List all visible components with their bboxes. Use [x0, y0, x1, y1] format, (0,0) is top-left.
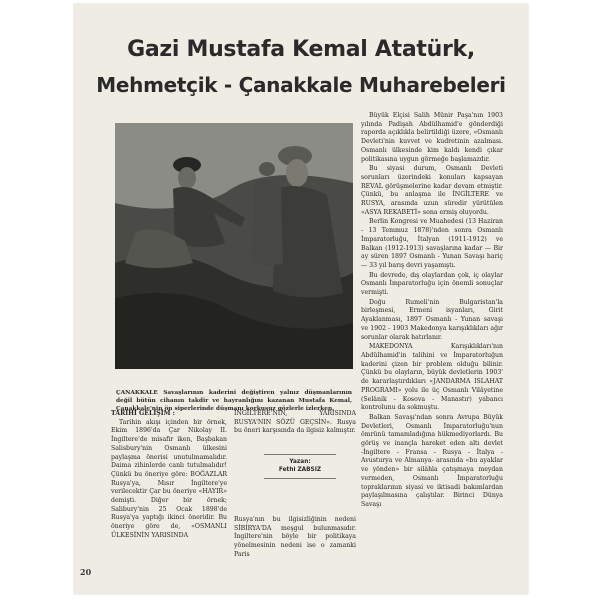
page-subtitle: Mehmetçik - Çanakkale Muharebeleri: [96, 73, 506, 97]
right-paragraph: Doğu Rumeli'nin Bulgaristan'la birleşmesi, Ermeni isyanları, Girit Ayaklanması, 1897 Osmanlı - Yunan savaşı ve 1902 - 1903 Makedonya karışıklıkları ağır sorunlar olarak hatırlanır.: [361, 298, 503, 341]
mid-section-body-2: Rusya'nın bu ilgisizliğinin nedeni SİBİRYA'DA meşgul bulunmasıdır. İngiltere'nin böyle bir politikaya yönelmesinin nedeni ise o zamanki Paris: [234, 516, 356, 558]
caption-lead: ÇANAKKALE: [116, 390, 158, 396]
caption-body: Savaşlarının kaderini değiştiren yalnız düşmanlarının değil bütün cihanın takdir ve hayranlığını kazanan Mustafa Kemal, Çanakkale'nin ön siperlerinde düşmanı korkusuz gözlerle izlerken.: [116, 390, 352, 412]
right-paragraph: Bu devrede, dış olaylardan çok, iç olaylar Osmanlı İmparatorluğu için önemli sonuçlar vermişti.: [361, 271, 503, 297]
mid-section-column: [234, 410, 356, 436]
right-paragraph: Balkan Savaşı'ndan sonra Avrupa Büyük Devletleri, Osmanlı İmparatorluğu'nun ömrünü tamamladığına hükmediyorlardı. Bu görüş ve inançla hareket eden altı devlet -İngiltere - Fransa - Rusya - İtalya - Avusturya ve Almanya- arasında «bu ayaklar ve yönden» bir silâhla çatışmaya meydan vermeden, Osmanlı İmparatorluğu topraklarının siyasi ve iktisadi bakımlardan paylaşılmasına çalıştılar. Birinci Dünya Savaşı: [361, 413, 503, 508]
section-heading: TARİHİ GELİŞİM :: [111, 410, 175, 417]
right-paragraph: Berlin Kongresi ve Muahedesi (13 Haziran - 13 Temmuz 1878)'nden sonra Osmanlı İmparatorluğu, İtalyan (1911-1912) ve Balkan (1912-1913) savaşlarına kadar — Bir ay süren 1897 Osmanlı - Yunan Savaşı hariç— 33 yıl barış devri yaşamıştı.: [361, 218, 503, 269]
divider: [264, 478, 336, 479]
page-number: 20: [80, 567, 92, 577]
divider: [264, 454, 336, 455]
author-credit: [270, 458, 330, 474]
right-column: [361, 112, 503, 510]
mid-section-body: İNGİLTERE'NİN, YARISINDA RUSYA'NIN SÖZÜ GEÇSİN». Rusya bu öneri karşısında da ilgisiz kalmıştır.: [234, 410, 356, 435]
author-label: Yazan:: [289, 459, 311, 465]
right-paragraph: MAKEDONYA Karışıklıkları'nın Abdülhamid'in talihini ve İmparatorluğun kaderini çizen bir problem olduğu bilinir. Çünkü bu olayların, büyük devletlerin 1903' de kararlaştırdıkları «JANDARMA ISLAHAT PROGRAMI» yolu ile üç Osmanlı Vilâyetine (Selânik - Kosova - Manastır) yabancı kontrolunu da sokmuştu.: [361, 343, 503, 412]
right-paragraph: Bu siyasi durum, Osmanlı Devleti sorunları üzerindeki konuları kapsayan REVAL görüşmelerine kadar devam etmiştir. Çünkü, bu anlaşma ile İNGİLTERE ve RUSYA, arasında uzun süredir yürütülen «ASYA REKABETİ» sona ermiş oluyordu.: [361, 165, 503, 216]
right-paragraph: Büyük Elçisi Salih Münir Paşa'nın 1903 yılında Padişah Abdülhamid'e gönderdiği raporda açıklıkla belirtildiği üzere, «Osmanlı Devleti'nin kuvvet ve kudretinin azalması. Osmanlı ülkesinde kim kaldı kendi çıkar politikasına uygun görmeğe başlamazdır.: [361, 112, 503, 163]
author-name: Fethi ZABSIZ: [278, 467, 322, 473]
magazine-page: [74, 4, 528, 594]
mid-section-column-2: [234, 516, 356, 560]
historical-photo: [115, 123, 353, 369]
left-section-body: Tarihin akışı içinden bir örnek, Ekim 1896'da Çar Nikolay II. İngiltere'de misafir iken, Başbakan Salisbury'nin Osmanlı ülkesini paylaşma önerisi unutulmamalıdır. Daima zihinlerde canlı tutulmalıdır! Çünkü bu öneriye göre: BOĞAZLAR Rusya'ya, Mısır İngiltere'ye verilecektir Çar bu öneriye «HAYIR» demişti. Diğer bir örnek; Salibury'nin 25 Ocak 1898'de Rusya'ya yaptığı ikinci öneridir. Bu öneriye göre de, «OSMANLI ÜLKESİNİN YARISINDA: [111, 418, 227, 539]
page-title: Gazi Mustafa Kemal Atatürk,: [127, 37, 475, 62]
left-section-column: [111, 410, 227, 541]
soldiers-trench-photo-icon: [115, 123, 353, 369]
